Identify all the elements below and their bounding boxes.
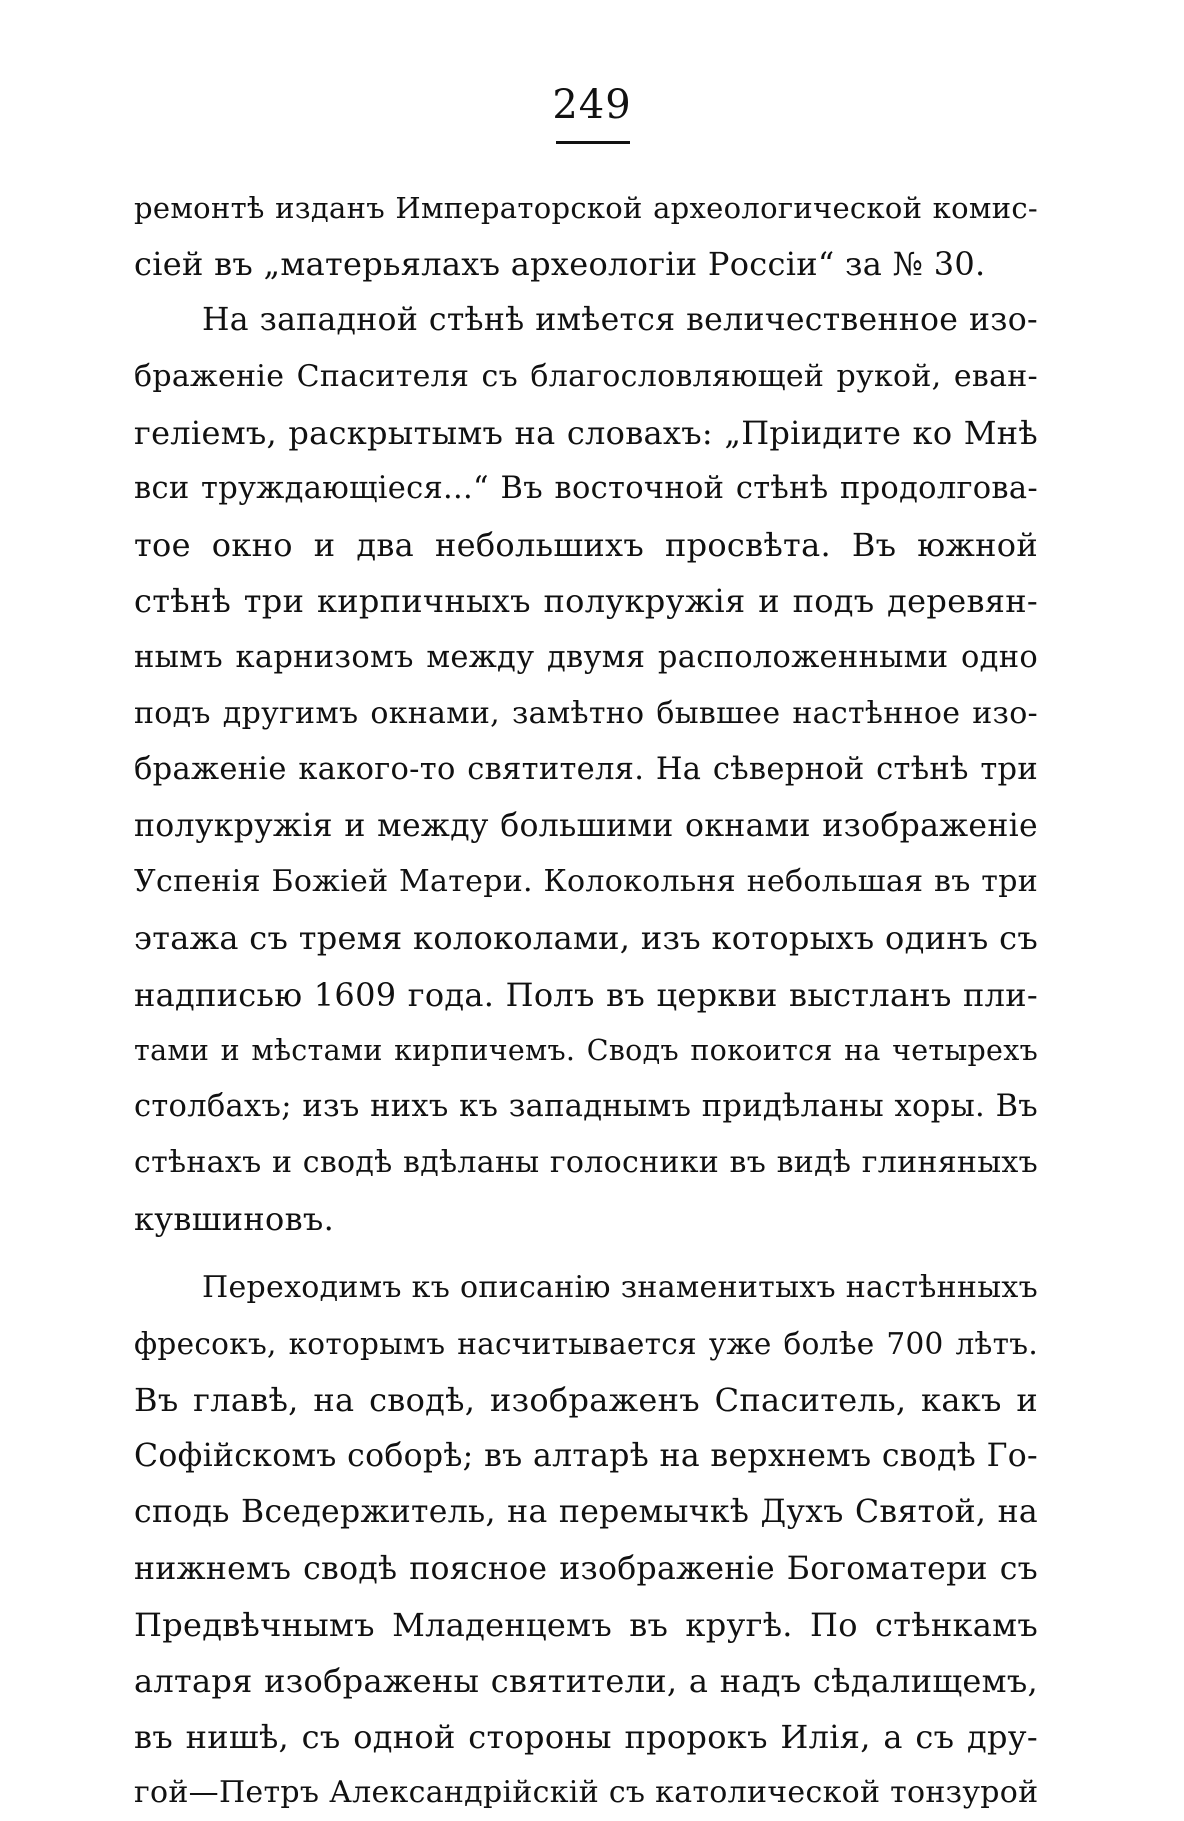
text-line: гой—Петръ Александрiйскiй съ католической тонзурой bbox=[134, 1775, 1039, 1811]
text-line: подъ другимъ окнами, замѣтно бывшее настѣнное изо- bbox=[134, 695, 1038, 731]
text-line: въ нишѣ, съ одной стороны пророкъ Илiя, а съ дру- bbox=[134, 1718, 1038, 1757]
text-line: нымъ карнизомъ между двумя расположенными одно bbox=[134, 639, 1038, 675]
body-text bbox=[134, 180, 1038, 1821]
text-line: Успенiя Божiей Матери. Колокольня небольшая въ три bbox=[134, 864, 1038, 900]
text-line: гелiемъ, раскрытымъ на словахъ: „Прiидите ко Мнѣ bbox=[134, 413, 1038, 452]
text-line: стѣнѣ три кирпичныхъ полукружiя и подъ деревян- bbox=[134, 582, 1038, 621]
text-line: нижнемъ сводѣ поясное изображенiе Богоматери съ bbox=[134, 1550, 1038, 1587]
text-line: полукружiя и между большими окнами изображенiе bbox=[134, 808, 1038, 845]
text-line: ремонтѣ изданъ Императорской археологической комис- bbox=[134, 191, 1038, 225]
text-line: Софiйскомъ соборѣ; въ алтарѣ на верхнемъ сводѣ Го- bbox=[134, 1438, 1038, 1475]
text-line: браженiе какого-то святителя. На сѣверной стѣнѣ три bbox=[134, 751, 1038, 787]
text-line: надписью 1609 года. Полъ въ церкви выстланъ пли- bbox=[134, 975, 1038, 1014]
text-line: сiей въ „матерьялахъ археологiи Россiи“ за № 30. bbox=[134, 245, 986, 284]
text-line: столбахъ; изъ нихъ къ западнымъ придѣланы хоры. Въ bbox=[134, 1089, 1038, 1124]
page-number: 249 bbox=[552, 82, 632, 128]
text-line: Переходимъ къ описанiю знаменитыхъ настѣнныхъ bbox=[202, 1269, 1038, 1305]
text-line: тое окно и два небольшихъ просвѣта. Въ южной bbox=[134, 526, 1038, 565]
text-line: этажа съ тремя колоколами, изъ которыхъ одинъ съ bbox=[134, 919, 1038, 958]
text-line: Въ главѣ, на сводѣ, изображенъ Спаситель, какъ и bbox=[134, 1380, 1038, 1419]
page-number-rule bbox=[556, 141, 630, 144]
text-line: браженiе Спасителя съ благословляющей рукой, еван- bbox=[134, 358, 1038, 394]
paragraph-gap bbox=[134, 1248, 1038, 1260]
text-line: алтаря изображены святители, а надъ сѣдалищемъ, bbox=[134, 1661, 1038, 1700]
text-line: стѣнахъ и сводѣ вдѣланы голосники въ видѣ глиняныхъ bbox=[134, 1145, 1038, 1181]
text-line: вси труждающiеся...“ Въ восточной стѣнѣ продолгова- bbox=[134, 470, 1038, 506]
text-line: сподь Вседержитель, на перемычкѣ Духъ Святой, на bbox=[134, 1494, 1038, 1531]
text-line: фресокъ, которымъ насчитывается уже болѣе 700 лѣтъ. bbox=[134, 1326, 1038, 1361]
text-line: На западной стѣнѣ имѣется величественное изо- bbox=[202, 302, 1038, 339]
text-line: кувшиновъ. bbox=[134, 1200, 335, 1239]
text-line: Предвѣчнымъ Младенцемъ въ кругѣ. По стѣнкамъ bbox=[134, 1605, 1038, 1644]
text-line: тами и мѣстами кирпичемъ. Сводъ покоится на четырехъ bbox=[134, 1033, 1038, 1067]
